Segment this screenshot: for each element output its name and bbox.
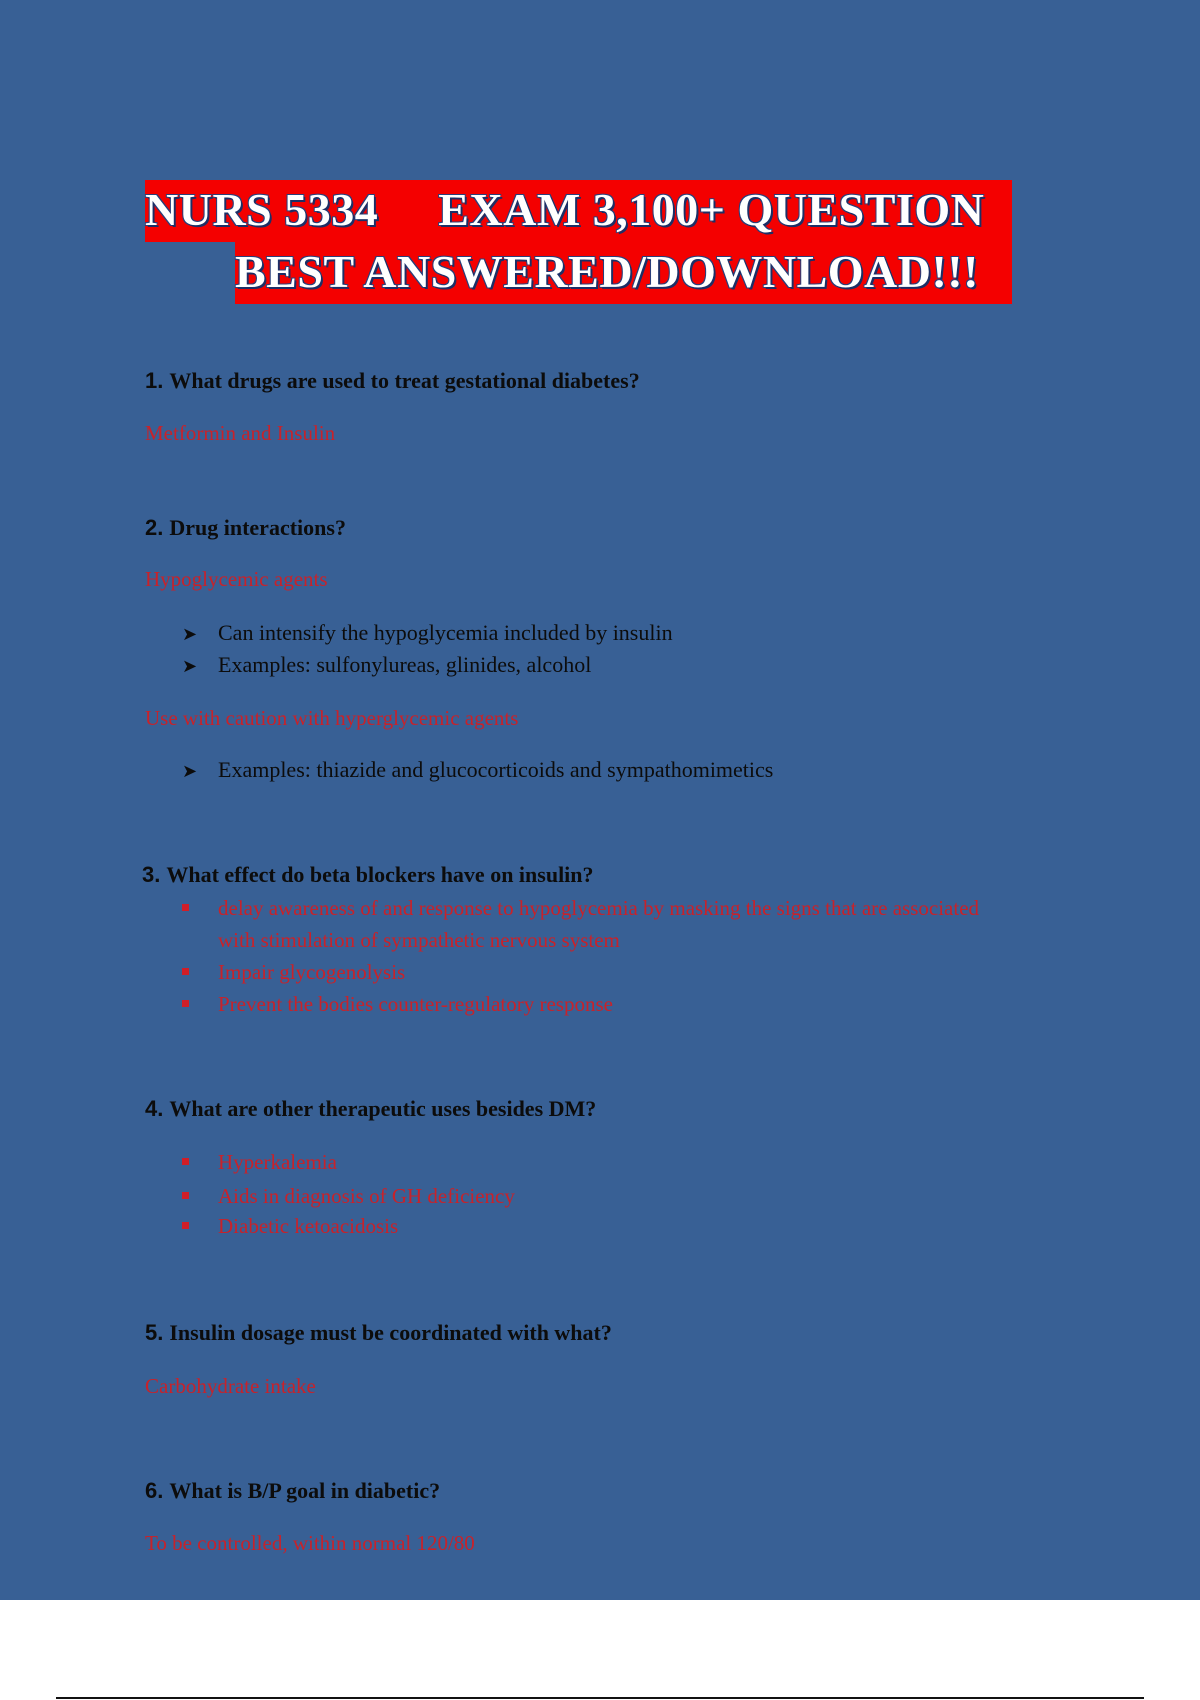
answer-1: Metformin and Insulin [145,421,336,445]
list-item-text: Can intensify the hypoglycemia included by insulin [218,620,673,645]
answer-5: Carbohydrate intake [145,1374,316,1398]
footer-divider [56,1697,1144,1699]
list-item-text: Impair glycogenolysis [218,960,406,984]
title-line-1: NURS 5334 EXAM 3,100+ QUESTION [145,180,1012,242]
list-item-text: Prevent the bodies counter-regulatory response [218,992,613,1016]
question-number: 4. [145,1096,164,1121]
question-text: What effect do beta blockers have on insulin? [166,862,594,887]
list-item [182,1180,982,1212]
question-number: 2. [145,515,164,540]
question-number: 5. [145,1320,164,1345]
square-bullet-icon [182,1158,189,1165]
list-item [182,1210,982,1242]
square-bullet-icon [182,1222,189,1229]
title-line-2: BEST ANSWERED/DOWNLOAD!!! [235,242,1012,304]
question-number: 3. [142,862,161,887]
question-5 [145,1319,612,1347]
list-item [182,892,982,956]
arrow-bullet-icon: ➤ [182,761,198,782]
question-text: Drug interactions? [169,515,346,540]
arrow-bullet-icon: ➤ [182,624,198,645]
square-bullet-icon [182,1000,189,1007]
question-2 [145,514,346,542]
square-bullet-icon [182,904,189,911]
question-text: What are other therapeutic uses besides DM? [169,1096,597,1121]
list-item [182,650,591,682]
question-number: 1. [145,368,164,393]
list-item-text: Aids in diagnosis of GH deficiency [218,1184,515,1208]
question-1 [145,367,640,395]
question-number: 6. [145,1478,164,1503]
question-text: What is B/P goal in diabetic? [169,1478,441,1503]
square-bullet-icon [182,1192,189,1199]
list-item [182,956,982,988]
question-4 [145,1095,596,1123]
list-item [182,755,773,787]
list-item-text: delay awareness of and response to hypoglycemia by masking the signs that are associated with stimulation of sympathetic nervous system [218,896,980,952]
answer-6: To be controlled, within normal 120/80 [145,1531,475,1555]
question-text: Insulin dosage must be coordinated with what? [169,1320,612,1345]
square-bullet-icon [182,968,189,975]
list-item [182,618,673,650]
list-item [182,1146,982,1178]
question-text: What drugs are used to treat gestational diabetes? [169,368,640,393]
arrow-bullet-icon: ➤ [182,656,198,677]
list-item-text: Hyperkalemia [218,1150,337,1174]
answer-2-subheading-1: Hypoglycemic agents [145,567,328,591]
list-item [182,988,982,1020]
list-item-text: Examples: sulfonylureas, glinides, alcohol [218,652,592,677]
list-item-text: Diabetic ketoacidosis [218,1214,399,1238]
question-6 [145,1477,440,1505]
answer-2-subheading-2: Use with caution with hyperglycemic agents [145,706,519,730]
list-item-text: Examples: thiazide and glucocorticoids and sympathomimetics [218,757,774,782]
question-3 [142,861,594,889]
